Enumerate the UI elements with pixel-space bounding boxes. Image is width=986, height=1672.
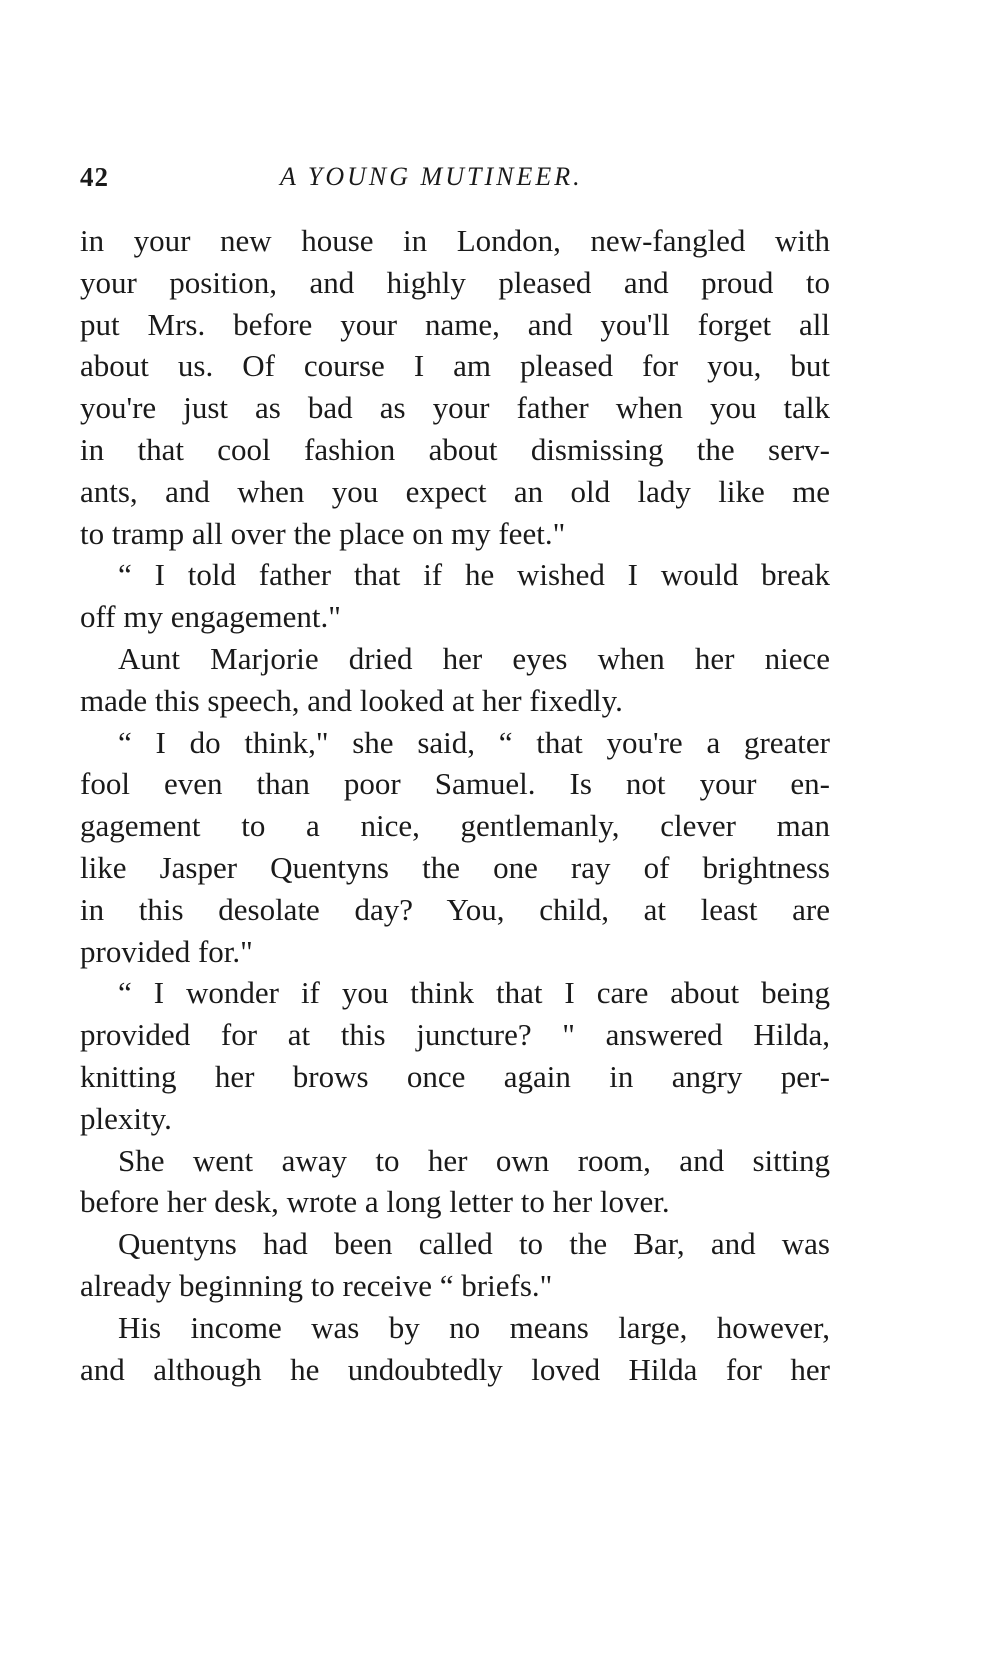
text-line: “ I wonder if you think that I care about being	[118, 975, 830, 1011]
text-line: gagement to a nice, gentlemanly, clever man	[80, 808, 830, 844]
text-line: provided for."	[80, 933, 253, 969]
text-line: you're just as bad as your father when you talk	[80, 390, 830, 426]
text-line: ants, and when you expect an old lady like me	[80, 473, 830, 509]
text-line: off my engagement."	[80, 599, 341, 635]
text-line: put Mrs. before your name, and you'll forget all	[80, 306, 830, 342]
text-line: His income was by no means large, however,	[118, 1309, 830, 1345]
body-text	[80, 220, 830, 1390]
text-line: fool even than poor Samuel. Is not your en-	[80, 766, 830, 802]
text-line: provided for at this juncture? " answered Hilda,	[80, 1017, 830, 1053]
text-line: She went away to her own room, and sitting	[118, 1142, 830, 1178]
text-line: made this speech, and looked at her fixedly.	[80, 682, 623, 718]
text-line: before her desk, wrote a long letter to her lover.	[80, 1184, 670, 1220]
running-head	[80, 162, 840, 202]
book-title: A YOUNG MUTINEER.	[280, 162, 583, 191]
text-line: in this desolate day? You, child, at least are	[80, 891, 830, 927]
text-line: and although he undoubtedly loved Hilda for her	[80, 1351, 830, 1387]
text-line: knitting her brows once again in angry per-	[80, 1058, 830, 1094]
text-line: “ I do think," she said, “ that you're a greater	[118, 724, 830, 760]
text-line: already beginning to receive “ briefs."	[80, 1267, 553, 1303]
text-line: like Jasper Quentyns the one ray of brightness	[80, 849, 830, 885]
text-line: Aunt Marjorie dried her eyes when her niece	[118, 640, 830, 676]
text-line: in your new house in London, new-fangled with	[80, 223, 830, 258]
page-number: 42	[80, 162, 109, 192]
text-line: “ I told father that if he wished I would break	[118, 557, 830, 593]
text-line: to tramp all over the place on my feet."	[80, 515, 566, 551]
text-line: your position, and highly pleased and proud to	[80, 264, 830, 300]
text-line: in that cool fashion about dismissing the serv-	[80, 431, 830, 467]
text-line: Quentyns had been called to the Bar, and was	[118, 1226, 830, 1262]
text-line: about us. Of course I am pleased for you, but	[80, 348, 830, 384]
text-line: plexity.	[80, 1100, 172, 1136]
